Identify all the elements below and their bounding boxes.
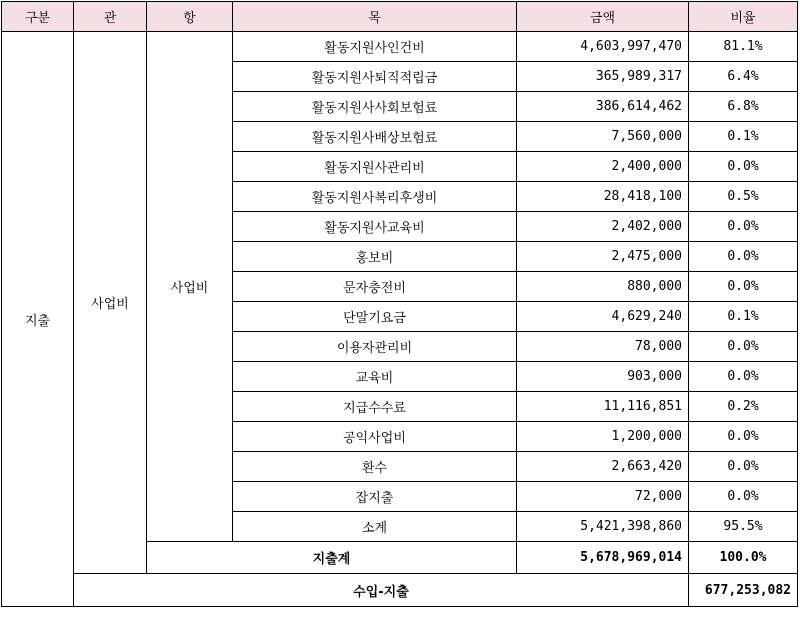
ratio-cell: 0.0% bbox=[689, 242, 798, 272]
ratio-cell: 6.8% bbox=[689, 92, 798, 122]
amount-cell: 28,418,100 bbox=[517, 182, 689, 212]
amount-cell: 880,000 bbox=[517, 272, 689, 302]
ratio-cell: 0.0% bbox=[689, 212, 798, 242]
item-cell: 이용자관리비 bbox=[233, 332, 517, 362]
header-hang: 항 bbox=[147, 2, 233, 32]
header-ratio: 비율 bbox=[689, 2, 798, 32]
item-cell: 활동지원사배상보험료 bbox=[233, 122, 517, 152]
hang-cell: 사업비 bbox=[147, 32, 233, 542]
total-ratio: 100.0% bbox=[689, 542, 798, 574]
amount-cell: 2,400,000 bbox=[517, 152, 689, 182]
amount-cell: 2,402,000 bbox=[517, 212, 689, 242]
item-cell: 환수 bbox=[233, 452, 517, 482]
ratio-cell: 0.0% bbox=[689, 332, 798, 362]
amount-cell: 7,560,000 bbox=[517, 122, 689, 152]
amount-cell: 386,614,462 bbox=[517, 92, 689, 122]
header-division: 구분 bbox=[2, 2, 74, 32]
header-gwan: 관 bbox=[74, 2, 147, 32]
item-cell: 활동지원사퇴직적립금 bbox=[233, 62, 517, 92]
subtotal-amount: 5,421,398,860 bbox=[517, 512, 689, 542]
item-cell: 활동지원사관리비 bbox=[233, 152, 517, 182]
item-cell: 교육비 bbox=[233, 362, 517, 392]
header-item: 목 bbox=[233, 2, 517, 32]
ratio-cell: 0.0% bbox=[689, 272, 798, 302]
item-cell: 지급수수료 bbox=[233, 392, 517, 422]
table-row bbox=[2, 32, 798, 62]
ratio-cell: 0.1% bbox=[689, 122, 798, 152]
item-cell: 활동지원사사회보험료 bbox=[233, 92, 517, 122]
total-label: 지출계 bbox=[147, 542, 517, 574]
item-cell: 홍보비 bbox=[233, 242, 517, 272]
subtotal-ratio: 95.5% bbox=[689, 512, 798, 542]
budget-table bbox=[1, 1, 798, 607]
ratio-cell: 0.0% bbox=[689, 452, 798, 482]
amount-cell: 2,475,000 bbox=[517, 242, 689, 272]
amount-cell: 72,000 bbox=[517, 482, 689, 512]
item-cell: 활동지원사교육비 bbox=[233, 212, 517, 242]
item-cell: 잡지출 bbox=[233, 482, 517, 512]
net-label: 수입-지출 bbox=[74, 574, 689, 607]
amount-cell: 4,629,240 bbox=[517, 302, 689, 332]
net-amount: 677,253,082 bbox=[689, 574, 798, 607]
ratio-cell: 0.0% bbox=[689, 152, 798, 182]
item-cell: 공익사업비 bbox=[233, 422, 517, 452]
ratio-cell: 0.0% bbox=[689, 422, 798, 452]
header-amount: 금액 bbox=[517, 2, 689, 32]
total-amount: 5,678,969,014 bbox=[517, 542, 689, 574]
ratio-cell: 0.0% bbox=[689, 362, 798, 392]
ratio-cell: 6.4% bbox=[689, 62, 798, 92]
gwan-cell: 사업비 bbox=[74, 32, 147, 574]
item-cell: 활동지원사복리후생비 bbox=[233, 182, 517, 212]
ratio-cell: 81.1% bbox=[689, 32, 798, 62]
amount-cell: 903,000 bbox=[517, 362, 689, 392]
item-cell: 문자충전비 bbox=[233, 272, 517, 302]
ratio-cell: 0.1% bbox=[689, 302, 798, 332]
header-row bbox=[2, 2, 798, 32]
amount-cell: 1,200,000 bbox=[517, 422, 689, 452]
amount-cell: 4,603,997,470 bbox=[517, 32, 689, 62]
division-cell: 지출 bbox=[2, 32, 74, 607]
item-cell: 활동지원사인건비 bbox=[233, 32, 517, 62]
item-cell: 단말기요금 bbox=[233, 302, 517, 332]
amount-cell: 11,116,851 bbox=[517, 392, 689, 422]
amount-cell: 365,989,317 bbox=[517, 62, 689, 92]
amount-cell: 78,000 bbox=[517, 332, 689, 362]
ratio-cell: 0.2% bbox=[689, 392, 798, 422]
ratio-cell: 0.5% bbox=[689, 182, 798, 212]
amount-cell: 2,663,420 bbox=[517, 452, 689, 482]
net-row bbox=[2, 574, 798, 607]
ratio-cell: 0.0% bbox=[689, 482, 798, 512]
subtotal-label: 소계 bbox=[233, 512, 517, 542]
